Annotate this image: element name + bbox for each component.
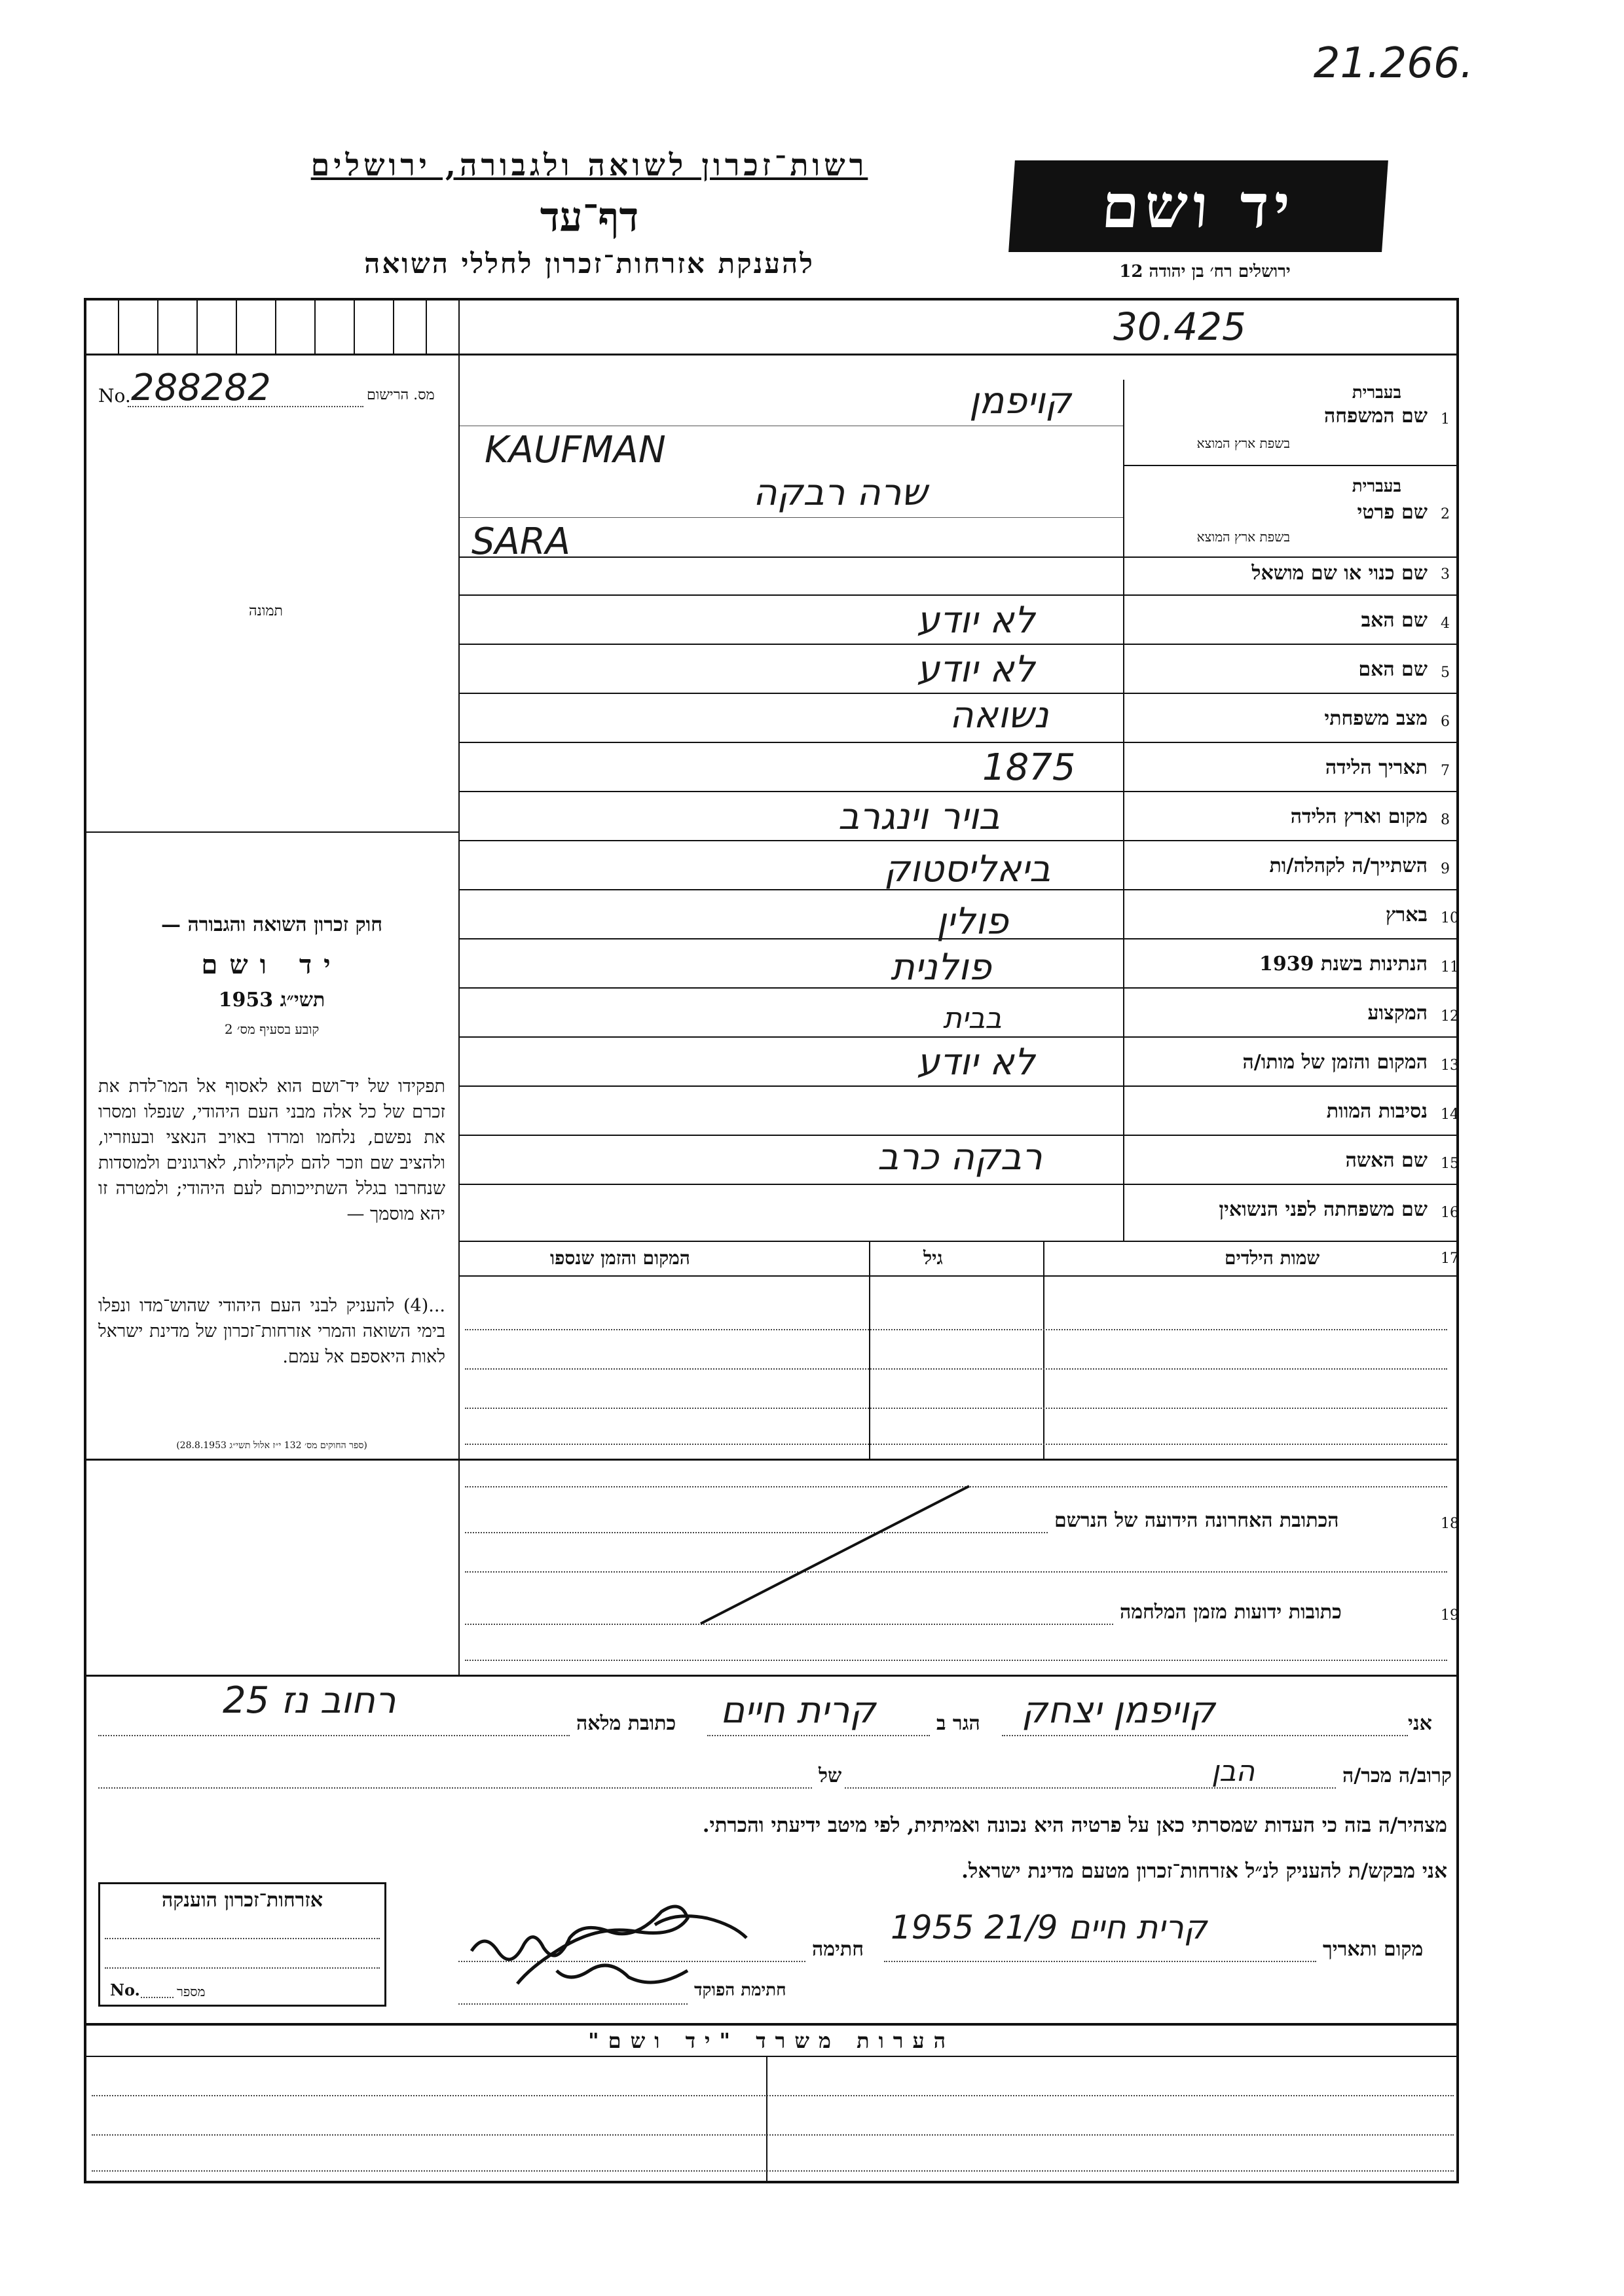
- citizenship-value: פולנית: [891, 946, 991, 989]
- registration-label: מס. הרישום: [367, 387, 435, 403]
- decl-statement-1: מצהיר/ה בזה כי העדות שמסרתי כאן על פרטיה היא נכונה ואמיתית, לפי מיטב ידיעתי והכרתי.: [702, 1813, 1447, 1837]
- field-label-profession: המקצוע: [1367, 1002, 1428, 1025]
- birth-date-value: 1875: [982, 746, 1076, 789]
- mother-name-value: לא יודע: [917, 648, 1035, 691]
- field-label-nickname: שם כנוי או שם מושאל: [1251, 562, 1428, 585]
- field-number: 1: [1441, 411, 1450, 428]
- logo-address: ירושלים רח׳ בן יהודה 12: [1119, 262, 1291, 282]
- notes-title: הערות משרד "יד ושם": [587, 2028, 955, 2053]
- children-table-bottom: [85, 1459, 1458, 1461]
- declarant-address: רחוב נז 25: [223, 1679, 396, 1722]
- left-column-divider: [458, 355, 460, 1241]
- law-paragraph-1: תפקידו של יד־ושם הוא לאסוף אל המו־לדת את זכרם של כל אלה מבני העם היהודי, שנפלו ומסרו את נפשם, נלחמו ומרדו באויב הנאצי ובעוזריו, ולהציב שם וזכר להם לקהילות, לארגונים ולמוסדות שנחרבו בגלל השתייכותם לעם היהודי; ולמטרה זו יהא מוסמך —: [98, 1076, 445, 1224]
- field-sub-origin: בשפת ארץ המוצא: [1196, 435, 1290, 451]
- decl-resident-of: הגר ב: [936, 1712, 980, 1735]
- label-column-divider: [1123, 380, 1124, 1241]
- field-number: 8: [1441, 812, 1450, 828]
- field-label-birth-date: תאריך הלידה: [1325, 756, 1428, 779]
- field-sub-hebrew: בעברית: [1352, 477, 1401, 496]
- law-year: תשי״ג 1953: [218, 989, 325, 1011]
- children-col-place: המקום והזמן שנספו: [550, 1247, 690, 1269]
- decl-full-address-label: כתובת מלאה: [576, 1712, 676, 1735]
- field-label-maiden-name: שם משפחתה לפני הנשואין: [1219, 1198, 1428, 1221]
- declarant-name: קויפמן יצחק: [1022, 1689, 1215, 1732]
- grant-no-label: No.: [110, 1980, 140, 1999]
- grant-box-title: אזרחות־זכרון הוענקה: [161, 1889, 323, 1912]
- field-label-community: השתייך/ה לקהלה/ות: [1269, 854, 1428, 877]
- decl-statement-2: אני מבקש/ת להעניק לנ״ל אזרחות־זכרון מטעם מדינת ישראל.: [961, 1859, 1447, 1883]
- law-clause: קובע בסעיף מס׳ 2: [224, 1021, 320, 1037]
- children-table-top: [458, 1241, 1458, 1242]
- field-label-mother-name: שם האם: [1358, 658, 1428, 681]
- grant-number-label: מספר: [177, 1984, 206, 1999]
- country-value: פולין: [936, 900, 1008, 943]
- field-sub-origin: בשפת ארץ המוצא: [1196, 529, 1290, 545]
- field-number: 13: [1441, 1057, 1459, 1074]
- field-number: 4: [1441, 615, 1450, 632]
- decl-place-date: קרית חיים 21/9 1955: [891, 1908, 1208, 1946]
- law-title: חוק זכרון השואה והגבורה —: [161, 913, 382, 936]
- field-label-death-place: המקום והזמן של מותו/ה: [1242, 1051, 1428, 1074]
- law-paragraph-2: ...(4) להעניק לבני העם היהודי שהוש־מדו ונפלו בימי השואה והמרי אזרחות־זכרון של מדינת ישראל לאות היאספם אל עמם.: [98, 1296, 445, 1367]
- field-label-family-name: שם המשפחה: [1323, 405, 1428, 428]
- field-number: 15: [1441, 1156, 1459, 1172]
- field-sub-hebrew: בעברית: [1352, 383, 1401, 403]
- form-title: דף־עד: [540, 193, 639, 241]
- form-subtitle: להענקת אזרחות־זכרון לחללי השואה: [364, 247, 815, 280]
- children-col-names: שמות הילדים: [1225, 1247, 1320, 1269]
- marital-status-value: נשואה: [950, 694, 1049, 737]
- field-label-wife-name: שם האשה: [1345, 1149, 1428, 1172]
- field-number: 16: [1441, 1205, 1459, 1221]
- family-name-hebrew: קויפמן: [969, 380, 1071, 422]
- decl-signature-label: חתימה: [812, 1938, 864, 1961]
- death-place-value: לא יודע: [917, 1041, 1035, 1084]
- decl-of-label: של: [819, 1764, 842, 1787]
- field-label-birth-place: מקום וארץ הלידה: [1290, 805, 1428, 828]
- logo-text: יד ושם: [1099, 171, 1298, 242]
- field-number: 9: [1441, 861, 1450, 877]
- field-label-marital-status: מצב משפחתי: [1324, 707, 1428, 730]
- field-number: 19: [1441, 1607, 1459, 1624]
- field-number: 17: [1441, 1250, 1459, 1267]
- field-number: 14: [1441, 1106, 1459, 1123]
- top-strip-line: [85, 354, 1458, 355]
- photo-label: תמונה: [249, 603, 283, 619]
- field-number: 12: [1441, 1008, 1459, 1025]
- field-label-first-name: שם פרטי: [1357, 501, 1428, 524]
- field-number: 5: [1441, 665, 1450, 681]
- field-label-father-name: שם האב: [1361, 609, 1428, 632]
- declarant-city: קרית חיים: [720, 1689, 876, 1732]
- yad-vashem-logo: [1008, 160, 1388, 252]
- decl-relative-label: קרוב/ה מכר/ה: [1342, 1764, 1452, 1787]
- registration-value: 288282: [131, 367, 271, 409]
- first-name-origin: SARA: [471, 520, 571, 563]
- field-number: 11: [1441, 959, 1459, 975]
- address-war-label: כתובות ידועות מזמן המלחמה: [1120, 1601, 1342, 1624]
- field-number: 18: [1441, 1516, 1459, 1532]
- birth-place-value: בויר וינגרב: [838, 795, 1000, 838]
- strike-line: [688, 1473, 982, 1637]
- field-number: 10: [1441, 910, 1459, 926]
- family-name-origin: KAUFMAN: [485, 429, 666, 471]
- decl-relation: הבן: [1211, 1755, 1255, 1788]
- first-name-hebrew: שרה רבקה: [753, 471, 927, 514]
- photo-box-bottom: [85, 831, 458, 833]
- org-line: רשות־זכרון לשואה ולגבורה, ירושלים: [310, 147, 868, 183]
- profession-value: בבית: [943, 1002, 1002, 1035]
- father-name-value: לא יודע: [917, 599, 1035, 642]
- field-number: 2: [1441, 506, 1450, 522]
- field-label-death-circumstances: נסיבות המוות: [1326, 1100, 1428, 1123]
- field-number: 6: [1441, 714, 1450, 730]
- field-number: 7: [1441, 763, 1450, 779]
- decl-place-date-label: מקום ותאריך: [1323, 1938, 1424, 1961]
- community-value: ביאליסטוק: [884, 848, 1051, 890]
- children-col-age: גיל: [923, 1247, 943, 1269]
- decl-officer-label: חתימת הפוקד: [694, 1980, 786, 2000]
- field-label-citizenship: הנתינות בשנת 1939: [1259, 953, 1428, 975]
- registration-no-label: No.: [98, 385, 131, 407]
- field-number: 3: [1441, 566, 1450, 583]
- wife-name-value: רבקה כרב: [877, 1136, 1043, 1178]
- address-last-label: הכתובת האחרונה הידועה של הנרשם: [1054, 1509, 1339, 1532]
- archive-number: 21.266.: [1313, 39, 1473, 88]
- top-number: 30.425: [1113, 304, 1246, 349]
- law-reference: (ספר החוקים מס׳ 132 י״ז אלול תשי״ג 28.8.1953): [176, 1440, 367, 1451]
- decl-ani: אני: [1408, 1712, 1432, 1735]
- field-label-country: בארץ: [1385, 903, 1428, 926]
- law-name: יד ושם: [201, 949, 342, 980]
